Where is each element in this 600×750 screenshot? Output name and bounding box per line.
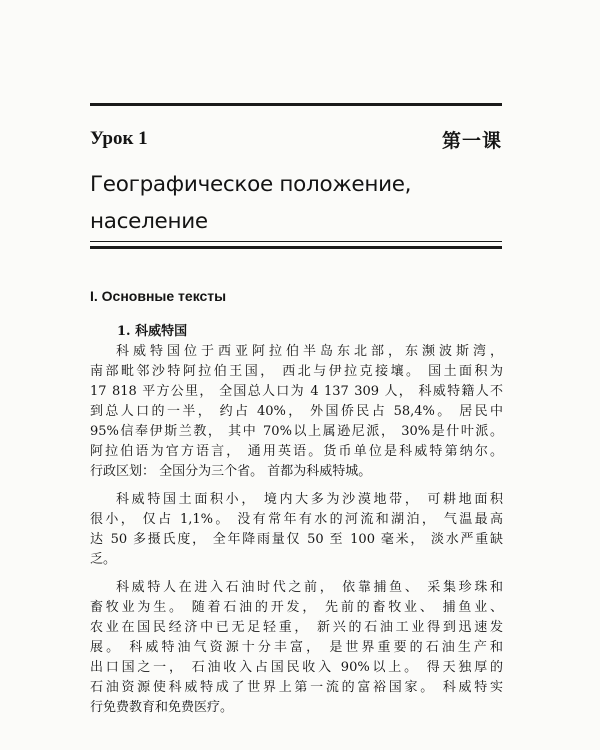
text-line: 到总人口的一半， 约占 40%， 外国侨民占 58,4%。 居民中 [90, 404, 503, 419]
text-line: 畜牧业为生。 随着石油的开发， 先前的畜牧业、 捕鱼业、 [90, 600, 503, 615]
text-line: 阿拉伯语为官方语言， 通用英语。货币单位是科威特第纳尔。 [90, 444, 503, 459]
text-line: 石油资源使科威特成了世界上第一流的富裕国家。 科威特实 [90, 680, 503, 695]
text-line: 科威特国位于西亚阿拉伯半岛东北部，东濒波斯湾， [116, 344, 503, 359]
text-line: 展。 科威特油气资源十分丰富， 是世界重要的石油生产和 [90, 640, 503, 655]
paragraph [90, 342, 503, 482]
text-line: 95%信奉伊斯兰教， 其中 70%以上属逊尼派， 30%是什叶派。 [90, 424, 503, 439]
text-line: 行免费教育和免费医疗。 [90, 700, 234, 715]
text-line: 达 50 多摄氏度， 全年降雨量仅 50 至 100 毫米， 淡水严重缺 [90, 532, 503, 547]
paragraph [90, 578, 503, 718]
text-line: 科威特人在进入石油时代之前， 依靠捕鱼、 采集珍珠和 [116, 580, 503, 595]
lesson-number-ru: Урок 1 [90, 128, 148, 149]
subsection-heading: 1. 科威特国 [117, 324, 188, 339]
bottom-double-rule [90, 241, 502, 249]
body-text [90, 342, 503, 726]
top-rule [90, 103, 502, 106]
title-line: население [90, 209, 208, 234]
text-line: 很小， 仅占 1,1%。 没有常年有水的河流和湖泊， 气温最高 [90, 512, 503, 527]
text-line: 出口国之一， 石油收入占国民收入 90%以上。 得天独厚的 [90, 660, 503, 675]
paragraph [90, 490, 503, 570]
text-line: 乏。 [90, 552, 117, 567]
text-line: 农业在国民经济中已无足轻重， 新兴的石油工业得到迅速发 [90, 620, 503, 635]
section-heading: I. Основные тексты [90, 288, 227, 304]
text-line: 南部毗邻沙特阿拉伯王国， 西北与伊拉克接壤。 国土面积为 [90, 364, 503, 379]
lesson-number-cn: 第一课 [441, 130, 502, 152]
title-line: Географическое положение, [90, 172, 412, 197]
text-line: 行政区划： 全国分为三个省。 首都为科威特城。 [90, 464, 372, 479]
text-line: 科威特国土面积小， 境内大多为沙漠地带， 可耕地面积 [116, 492, 503, 507]
page-title [90, 166, 510, 240]
text-line: 17 818 平方公里， 全国总人口为 4 137 309 人， 科威特籍人不 [90, 384, 503, 399]
